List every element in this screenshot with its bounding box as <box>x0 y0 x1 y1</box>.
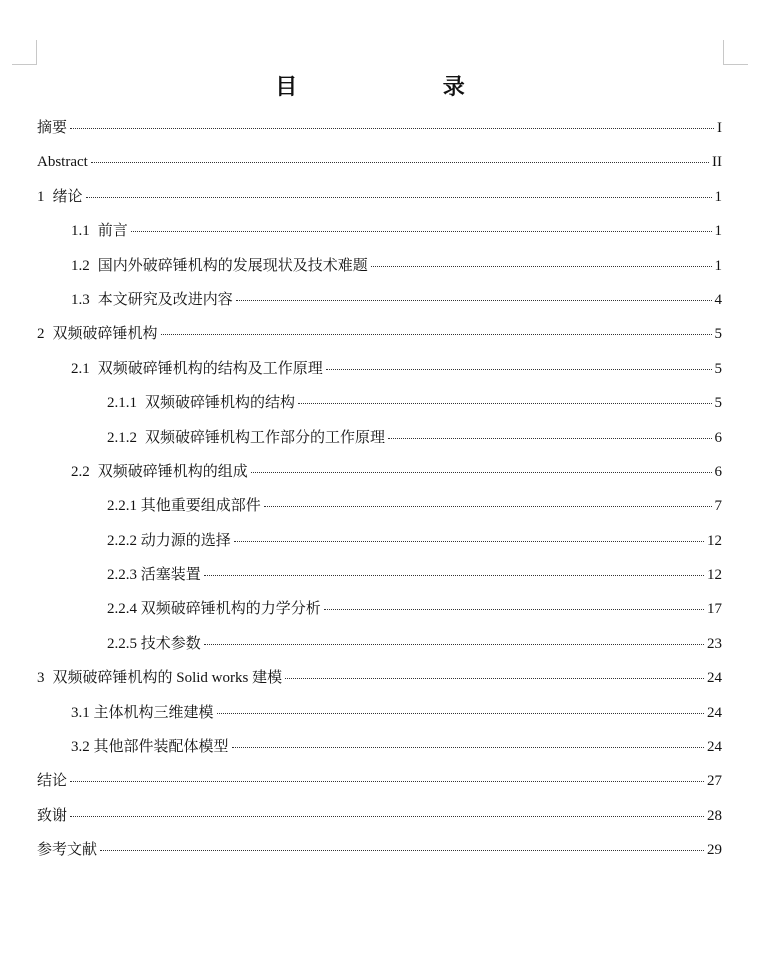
toc-entry[interactable] <box>37 833 722 867</box>
toc-entry[interactable] <box>37 421 722 455</box>
toc-entry-text: 2.2.2 动力源的选择 <box>107 532 231 549</box>
toc-entry[interactable] <box>37 317 722 351</box>
page-corner-mark-top-left <box>12 40 37 65</box>
toc-dot-leader <box>70 781 704 782</box>
toc-entry-label <box>107 524 231 558</box>
toc-entry-number: 1.3 <box>71 291 90 308</box>
toc-entry[interactable] <box>37 799 722 833</box>
toc-entry[interactable] <box>37 386 722 420</box>
toc-entry-text: 2.2.1 其他重要组成部件 <box>107 498 261 515</box>
toc-dot-leader <box>251 472 712 473</box>
toc-entry-text: 参考文献 <box>37 842 98 859</box>
toc-dot-leader <box>264 506 712 507</box>
toc-dot-leader <box>204 644 704 645</box>
toc-entry[interactable] <box>37 592 722 626</box>
toc-entry-label <box>107 627 201 661</box>
toc-entry-number: 1 <box>37 188 45 205</box>
toc-entry[interactable] <box>37 524 722 558</box>
toc-dot-leader <box>161 334 712 335</box>
toc-entry-label <box>71 730 229 764</box>
toc-entry-label <box>71 696 214 730</box>
toc-entry-text: 3.2 其他部件装配体模型 <box>71 739 229 756</box>
toc-entry-page-number: 1 <box>714 257 722 274</box>
toc-entry-page-number: 6 <box>714 429 722 446</box>
toc-entry-label <box>37 111 67 145</box>
toc-entry-text: 3.1 主体机构三维建模 <box>71 704 214 721</box>
toc-entry[interactable] <box>37 764 722 798</box>
toc-dot-leader <box>285 678 704 679</box>
toc-entry-label <box>71 455 248 489</box>
toc-entry-page-number: 12 <box>707 567 722 584</box>
toc-entry-label <box>71 249 368 283</box>
toc-entry[interactable] <box>37 249 722 283</box>
toc-entry-page-number: 23 <box>707 635 722 652</box>
toc-title: 目 录 <box>275 74 535 99</box>
toc-entry-number: 3 <box>37 670 45 687</box>
toc-entry-text: 双频破碎锤机构的结构 <box>145 395 296 412</box>
toc-entry-text: 本文研究及改进内容 <box>97 291 233 308</box>
toc-entry-text: 前言 <box>97 223 128 240</box>
table-of-contents <box>37 111 722 868</box>
toc-entry-label <box>37 833 97 867</box>
toc-entry-text: 结论 <box>37 773 68 790</box>
toc-dot-leader <box>204 575 704 576</box>
toc-dot-leader <box>371 266 712 267</box>
toc-dot-leader <box>70 128 714 129</box>
toc-entry-label <box>71 283 233 317</box>
toc-entry-text: 双频破碎锤机构的组成 <box>97 463 248 480</box>
toc-entry-label <box>107 592 321 626</box>
toc-entry-page-number: 5 <box>714 326 722 343</box>
toc-dot-leader <box>131 231 712 232</box>
toc-entry-text: 绪论 <box>52 188 83 205</box>
toc-entry-text: 双频破碎锤机构工作部分的工作原理 <box>145 429 386 446</box>
toc-entry-page-number: 1 <box>714 223 722 240</box>
toc-dot-leader <box>388 438 711 439</box>
toc-dot-leader <box>324 609 704 610</box>
toc-entry-page-number: 29 <box>707 842 722 859</box>
toc-entry-label <box>37 799 67 833</box>
toc-entry-page-number: 27 <box>707 773 722 790</box>
toc-entry-page-number: 24 <box>707 670 722 687</box>
page-corner-mark-top-right <box>723 40 748 65</box>
toc-entry-number: 2.1 <box>71 360 90 377</box>
toc-entry[interactable] <box>37 558 722 592</box>
toc-dot-leader <box>217 713 704 714</box>
toc-dot-leader <box>326 369 712 370</box>
toc-entry[interactable] <box>37 661 722 695</box>
toc-entry[interactable] <box>37 145 722 179</box>
toc-entry-page-number: II <box>712 154 722 171</box>
toc-entry-page-number: 1 <box>714 188 722 205</box>
toc-entry-number: 2.1.1 <box>107 395 137 412</box>
toc-entry[interactable] <box>37 111 722 145</box>
toc-entry-page-number: 7 <box>714 498 722 515</box>
toc-entry-label <box>37 180 83 214</box>
toc-dot-leader <box>234 541 704 542</box>
toc-dot-leader <box>86 197 712 198</box>
toc-entry-page-number: 5 <box>714 360 722 377</box>
toc-dot-leader <box>100 850 704 851</box>
toc-entry-page-number: 5 <box>714 395 722 412</box>
toc-entry[interactable] <box>37 283 722 317</box>
toc-entry[interactable] <box>37 352 722 386</box>
toc-entry-label <box>37 317 158 351</box>
toc-entry-page-number: 12 <box>707 532 722 549</box>
toc-entry-label <box>37 661 282 695</box>
toc-entry-text: 双频破碎锤机构 <box>52 326 158 343</box>
toc-dot-leader <box>236 300 712 301</box>
toc-entry[interactable] <box>37 730 722 764</box>
toc-entry-text: 2.2.3 活塞装置 <box>107 567 201 584</box>
toc-entry-label <box>107 558 201 592</box>
toc-entry-text: 2.2.5 技术参数 <box>107 635 201 652</box>
toc-entry-page-number: 24 <box>707 739 722 756</box>
toc-entry-label <box>107 489 261 523</box>
toc-entry-page-number: 17 <box>707 601 722 618</box>
toc-entry-number: 2.1.2 <box>107 429 137 446</box>
toc-entry-label <box>71 352 323 386</box>
toc-entry-number: 2 <box>37 326 45 343</box>
toc-entry-text: 双频破碎锤机构的 Solid works 建模 <box>52 670 283 687</box>
toc-entry-number: 1.1 <box>71 223 90 240</box>
toc-entry-text: 致谢 <box>37 807 68 824</box>
toc-entry-text: 2.2.4 双频破碎锤机构的力学分析 <box>107 601 321 618</box>
toc-entry-page-number: 28 <box>707 807 722 824</box>
toc-entry-page-number: 6 <box>714 463 722 480</box>
toc-entry-number: 2.2 <box>71 463 90 480</box>
toc-dot-leader <box>232 747 704 748</box>
toc-dot-leader <box>91 162 709 163</box>
toc-entry[interactable] <box>37 455 722 489</box>
toc-entry-text: Abstract <box>37 154 88 171</box>
toc-entry-text: 国内外破碎锤机构的发展现状及技术难题 <box>97 257 368 274</box>
toc-entry-number: 1.2 <box>71 257 90 274</box>
toc-entry-label <box>107 386 295 420</box>
toc-entry-page-number: I <box>717 120 722 136</box>
toc-entry-text: 摘要 <box>37 120 68 136</box>
toc-dot-leader <box>298 403 711 404</box>
toc-entry-page-number: 4 <box>714 291 722 308</box>
toc-entry[interactable] <box>37 180 722 214</box>
toc-entry[interactable] <box>37 489 722 523</box>
toc-entry-label <box>37 145 88 179</box>
toc-entry-text: 双频破碎锤机构的结构及工作原理 <box>97 360 323 377</box>
toc-entry[interactable] <box>37 627 722 661</box>
toc-entry[interactable] <box>37 696 722 730</box>
toc-entry-label <box>71 214 128 248</box>
toc-entry-label <box>37 764 67 798</box>
toc-entry-label <box>107 421 385 455</box>
toc-entry[interactable] <box>37 214 722 248</box>
toc-dot-leader <box>70 816 704 817</box>
toc-entry-page-number: 24 <box>707 704 722 721</box>
